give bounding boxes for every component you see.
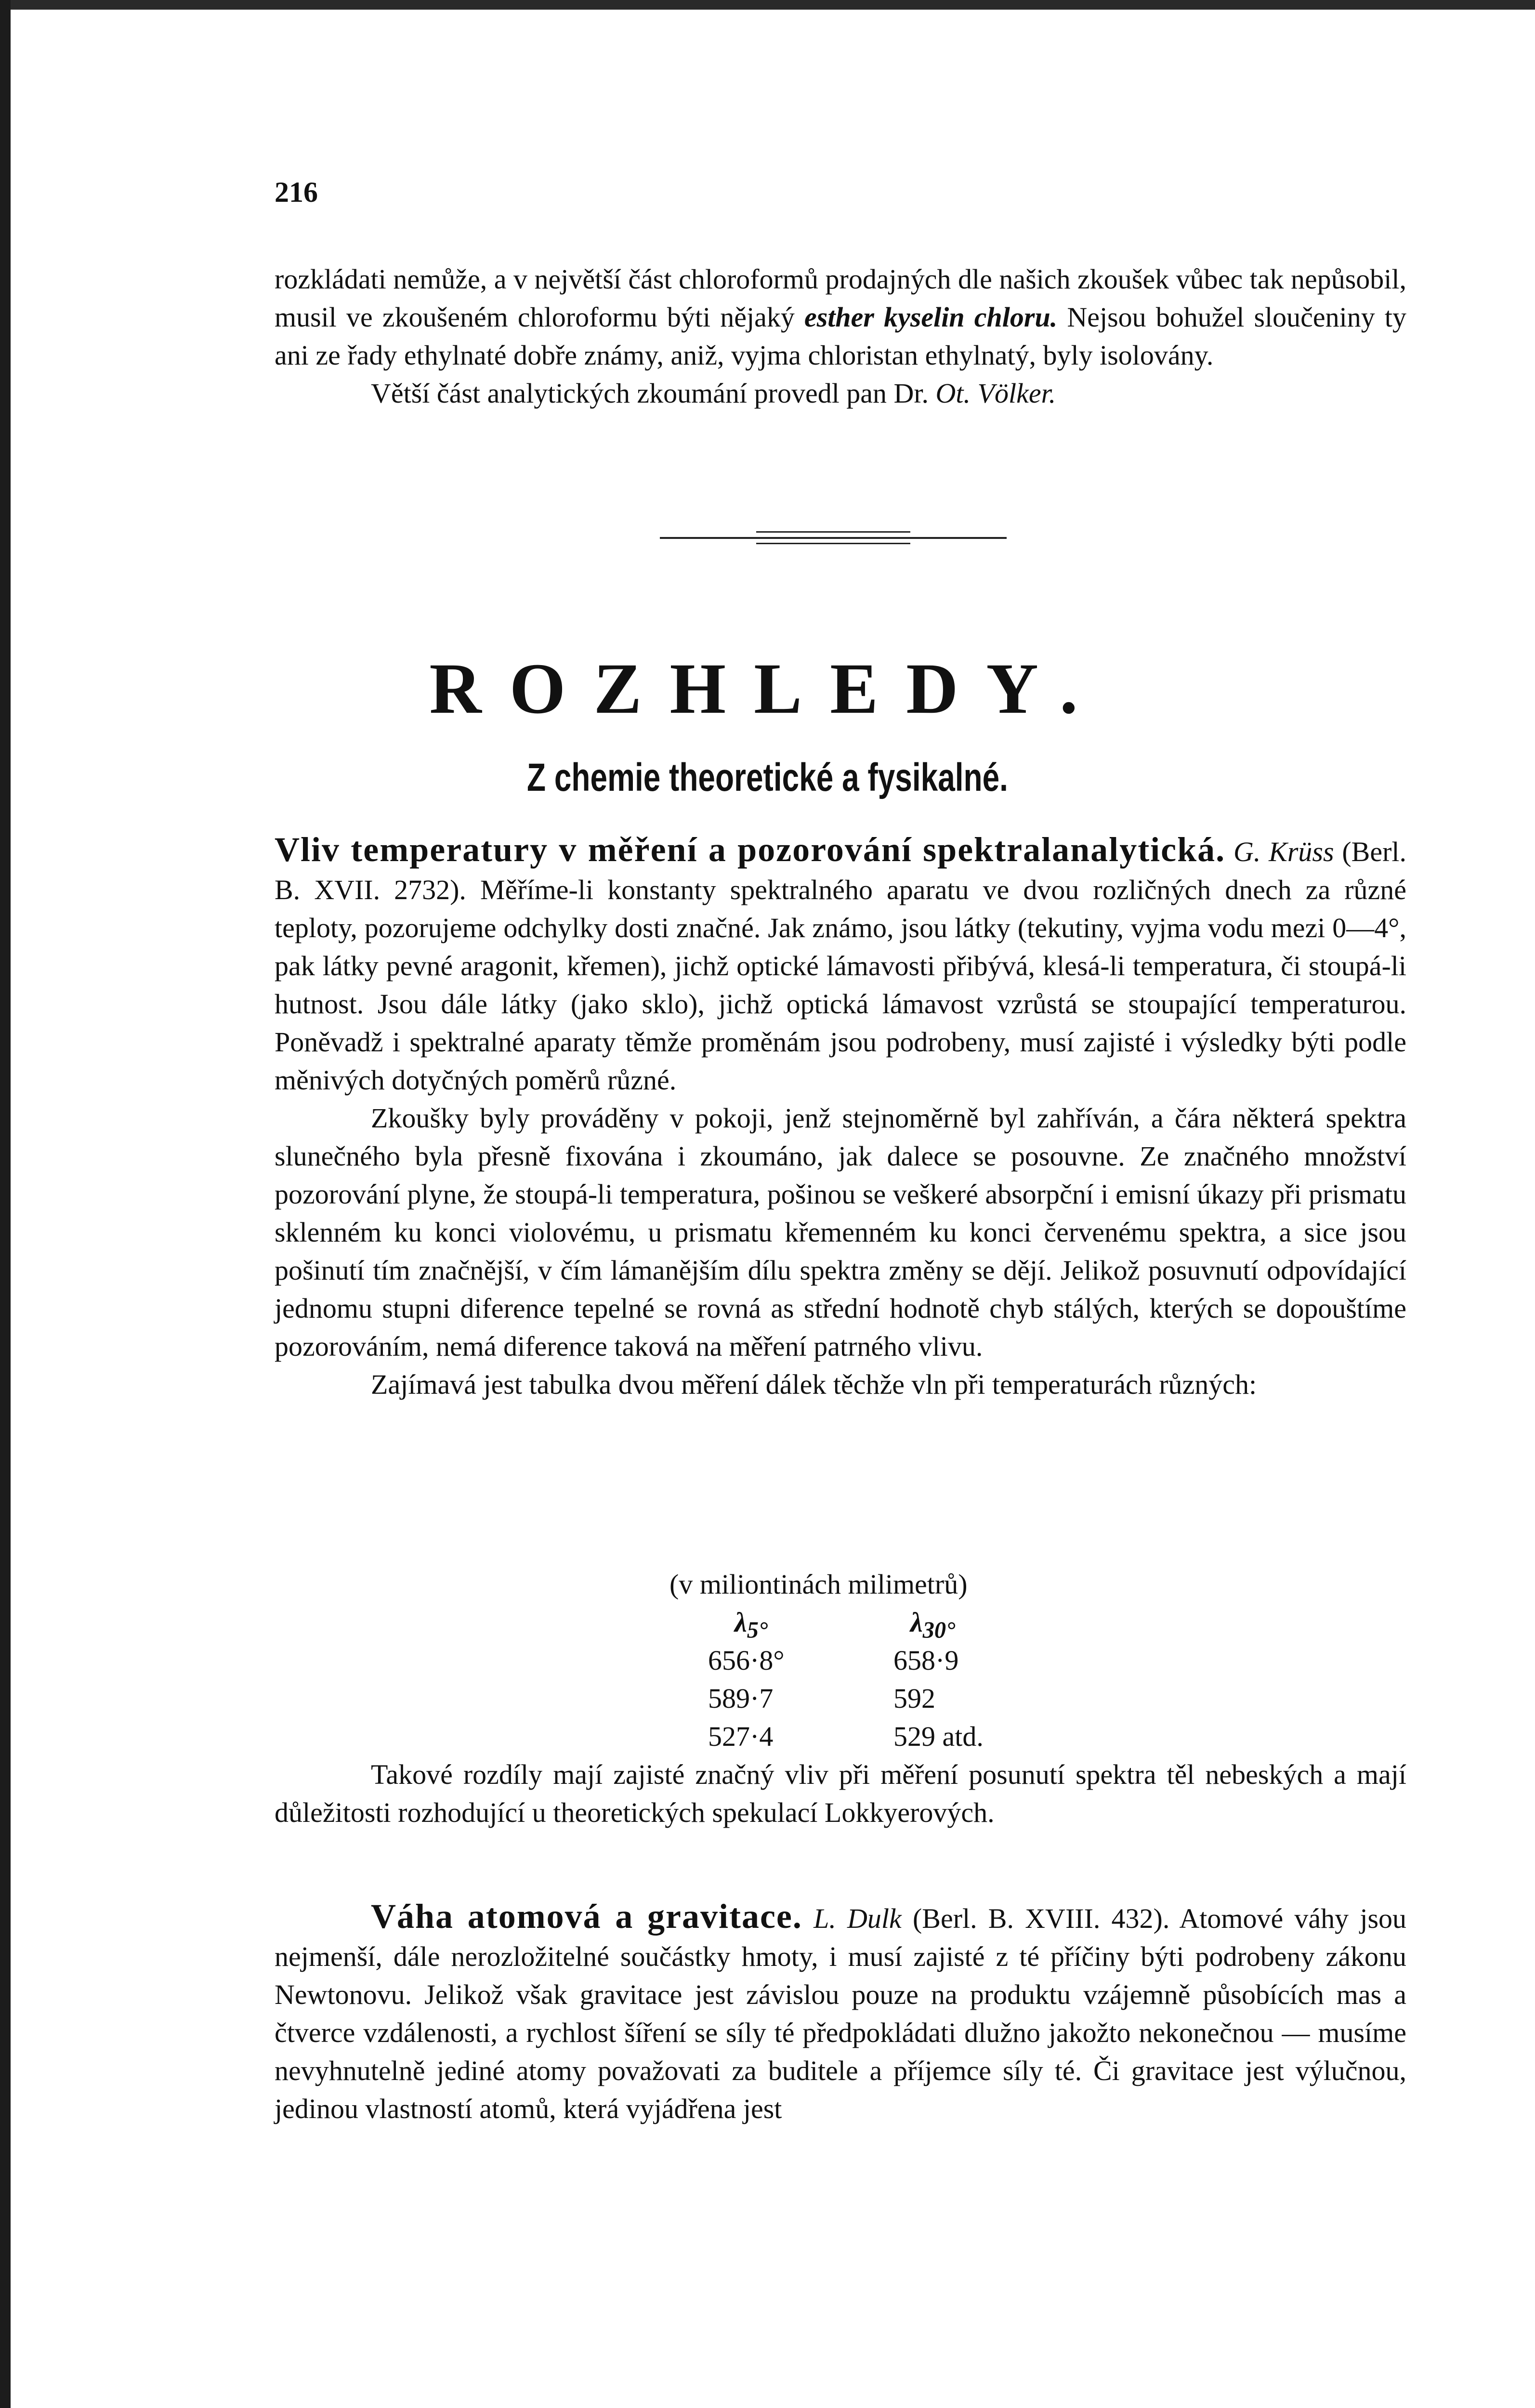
lambda-symbol: λ <box>910 1607 923 1638</box>
intro-section <box>275 260 1406 412</box>
table-cell: 592 <box>893 1683 935 1714</box>
article-gravitation <box>275 1898 1406 2128</box>
lambda-subscript: 5° <box>747 1617 768 1643</box>
article-spectral <box>275 831 1406 1403</box>
intro-text-a: rozkládati nemůže, a v největší část chloroformů prodajných dle našich zkoušek vůbec tak nepůsobil, musil ve zkoušeném chloroformu býti nějaký <box>275 263 1406 333</box>
section-separator <box>660 523 1007 556</box>
article-spectral-heading: Vliv temperatury v měření a pozorování spektralanalytická. <box>275 830 1226 869</box>
article-gravitation-heading: Váha atomová a gravitace. <box>371 1897 802 1936</box>
intro-credit <box>275 374 1406 412</box>
table-cell: 529 atd. <box>893 1721 984 1752</box>
article-gravitation-author: L. Dulk <box>802 1903 902 1934</box>
article-spectral-p3: Zajímavá jest tabulka dvou měření dálek těchže vln při temperaturách různých: <box>371 1369 1257 1400</box>
table-column-30deg <box>893 1603 984 1755</box>
table-caption: (v miliontinách milimetrů) <box>669 1569 968 1600</box>
intro-paragraph <box>275 260 1406 374</box>
article-spectral-lead <box>275 831 1406 1099</box>
article-gravitation-p1: Atomové váhy jsou nejmenší, dále nerozložitelné součástky hmoty, i musí zajisté z té příčiny býti podrobeny zákonu Newtonovu. Jelikož však gravitace jest závislou pouze na produktu vzájemně působících mas a čtverce vzdálenosti, a rychlost šíření se síly té předpokládati dlužno jakožto nekonečnou — musíme nevyhnutelně jediné atomy považovati za buditele a příjemce síly té. Či gravitace jest výlučnou, jedinou vlastností atomů, která vyjádřena jest <box>275 1903 1407 2124</box>
section-subtitle: Z chemie theoretické a fysikalné. <box>527 756 1008 799</box>
table-cell: 527·4 <box>708 1721 774 1752</box>
lambda-symbol: λ <box>735 1607 747 1638</box>
lambda-subscript: 30° <box>922 1617 956 1643</box>
table-column-5deg <box>708 1603 785 1755</box>
article-spectral-p4: Takové rozdíly mají zajisté značný vliv při měření posunutí spektra těl nebeských a mají důležitosti rozhodující u theoretických spekulací Lokkyerových. <box>275 1759 1406 1828</box>
article-spectral-end <box>275 1755 1406 1832</box>
intro-text-b: Nejsou bohužel sloučeniny ty ani ze řady ethylnaté dobře známy, aniž, vyjma chloristan ethylnatý, byly isolovány. <box>275 301 1406 371</box>
article-gravitation-body <box>275 1898 1406 2128</box>
table-header-5deg <box>708 1603 785 1641</box>
intro-credit-name: Ot. Völker. <box>935 378 1056 409</box>
table-cell: 658·9 <box>893 1645 959 1676</box>
article-spectral-author: G. Krüss <box>1233 836 1334 867</box>
table-cell: 589·7 <box>708 1683 774 1714</box>
table-cell: 656·8° <box>708 1645 785 1676</box>
section-title: ROZHLEDY. <box>429 649 1106 729</box>
intro-credit-text: Větší část analytických zkoumání provedl pan Dr. <box>371 378 936 409</box>
page-number: 216 <box>275 176 318 208</box>
article-spectral-ref: (Berl. B. XVII. 2732). <box>275 836 1407 905</box>
table-header-30deg <box>893 1603 984 1641</box>
article-spectral-p2: Zkoušky byly prováděny v pokoji, jenž stejnoměrně byl zahříván, a čára některá spektra slunečného byla přesně fixována i zkoumáno, jak dalece se posouvne. Ze značného množství pozorování plyne, že stoupá-li temperatura, pošinou se veškeré absorpční i emisní úkazy při prismatu sklenném ku konci violovému, u prismatu křemenném ku konci červenému spektra, a sice jsou pošinutí tím značnější, v čím lámanějším dílu spektra změny se dějí. Jelikož posuvnutí odpovídající jednomu stupni diference tepelné se rovná as střední hodnotě chyb stálých, kterých se dopouštíme pozorováním, nemá diference taková na měření patrného vlivu. <box>275 1102 1406 1362</box>
article-spectral-p1: Měříme-li konstanty spektralného aparatu ve dvou rozličných dnech za různé teploty, pozorujeme odchylky dosti značné. Jak známo, jsou látky (tekutiny, vyjma vodu mezi 0—4°, pak látky pevné aragonit, křemen), jichž optické lámavosti přibývá, klesá-li temperatura, či stoupá-li hutnost. Jsou dále látky (jako sklo), jichž optická lámavost vzrůstá se stoupající temperaturou. Poněvadž i spektralné aparaty těmže proměnám jsou podrobeny, musí zajisté i výsledky býti podle měnivých dotyčných poměrů různé. <box>275 874 1406 1096</box>
article-gravitation-ref: (Berl. B. XVIII. 432). <box>901 1903 1170 1934</box>
intro-italic: esther kyselin chloru. <box>804 301 1058 333</box>
